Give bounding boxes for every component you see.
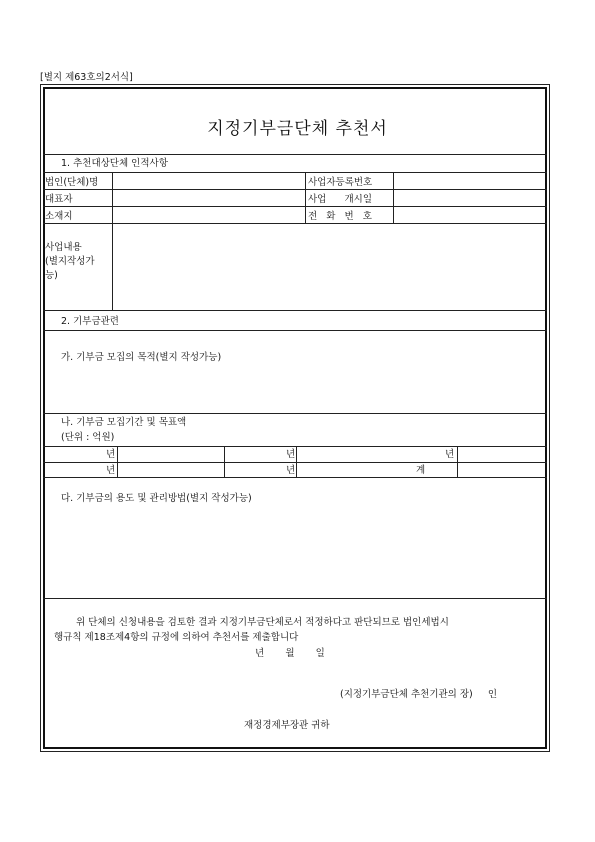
usage-label: 다. 기부금의 용도 및 관리방법(별지 작성가능) — [61, 493, 252, 504]
business-field[interactable] — [113, 224, 546, 310]
org-name-field[interactable] — [113, 173, 304, 189]
target-amount-cell[interactable] — [118, 447, 223, 461]
date-line: 년 월 일 — [255, 648, 325, 659]
target-amount-cell[interactable] — [297, 447, 456, 461]
year-unit: 년 — [286, 465, 296, 476]
section1-header: 1. 추천대상단체 인적사항 — [61, 158, 168, 169]
biz-reg-number-field[interactable] — [394, 173, 546, 189]
address-label: 소재지 — [45, 211, 73, 222]
year-unit: 년 — [106, 465, 116, 476]
target-amount-cell[interactable] — [297, 463, 456, 477]
signer-line: (지정기부금단체 추천기관의 장) 인 — [340, 689, 498, 700]
target-amount-cell[interactable] — [118, 463, 223, 477]
phone-field[interactable] — [394, 207, 546, 223]
page-title: 지정기부금단체 추천서 — [207, 119, 388, 139]
section2-header: 2. 기부금관련 — [61, 316, 119, 327]
unit-label: (단위 : 억원) — [61, 432, 115, 443]
start-date-label: 사업 개시일 — [308, 194, 373, 205]
total-label: 계 — [416, 465, 426, 476]
year-unit: 년 — [106, 449, 116, 460]
year-unit: 년 — [445, 449, 455, 460]
total-amount-cell[interactable] — [458, 463, 546, 477]
org-name-label: 법인(단체)명 — [45, 177, 99, 188]
start-date-field[interactable] — [394, 190, 546, 206]
business-label: 사업내용 (별지작성가 능) — [45, 242, 95, 281]
period-label: 나. 기부금 모집기간 및 목표액 — [61, 417, 187, 428]
recommendation-text-line2: 행규칙 제18조제4항의 규정에 의하여 추천서를 제출합니다 — [54, 632, 299, 643]
usage-field[interactable] — [44, 510, 546, 596]
purpose-label: 가. 기부금 모집의 목적(별지 작성가능) — [61, 352, 222, 363]
addressee: 재정경제부장관 귀하 — [244, 720, 330, 731]
purpose-field[interactable] — [44, 368, 546, 412]
target-amount-cell[interactable] — [458, 447, 546, 461]
form-number: [별지 제63호의2서식] — [40, 72, 133, 83]
representative-label: 대표자 — [45, 194, 73, 205]
recommendation-text-line1: 위 단체의 신청내용을 검토한 결과 지정기부금단체로서 적정하다고 판단되므로 법인세법시 — [76, 617, 449, 628]
representative-field[interactable] — [113, 190, 304, 206]
biz-reg-number-label: 사업자등록번호 — [308, 177, 373, 188]
address-field[interactable] — [113, 207, 304, 223]
year-unit: 년 — [286, 449, 296, 460]
phone-label: 전 화 번 호 — [308, 211, 372, 222]
